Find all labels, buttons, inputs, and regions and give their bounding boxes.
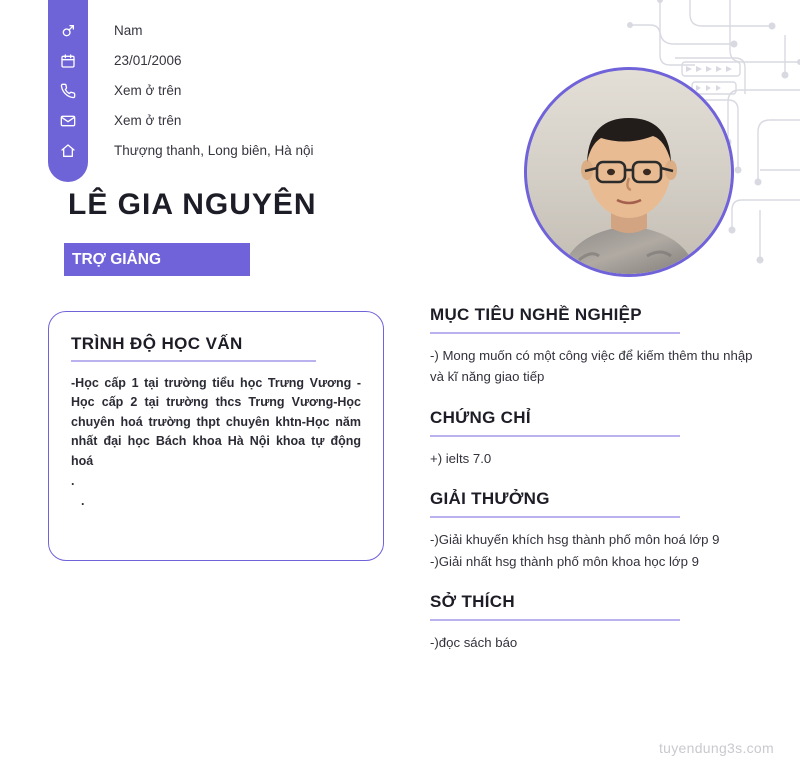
contact-address-text: Thượng thanh, Long biên, Hà nội [114,142,314,158]
education-heading: TRÌNH ĐỘ HỌC VẤN [71,334,243,353]
avatar [524,67,734,277]
awards-rule [430,516,680,518]
contact-phone-text: Xem ở trên [114,82,182,98]
section-career-objective [430,305,760,388]
contact-email-text: Xem ở trên [114,112,182,128]
career-objective-heading: MỤC TIÊU NGHỀ NGHIỆP [430,305,642,324]
awards-line-1: -)Giải khuyến khích hsg thành phố môn hoá lớp 9 [430,532,720,548]
avatar-image [527,70,731,274]
contact-row-gender [48,16,478,46]
contact-row-birthday [48,46,478,76]
contact-birthday-text: 23/01/2006 [114,52,182,68]
calendar-icon [48,53,88,69]
awards-heading: GIẢI THƯỞNG [430,489,550,509]
page-title: LÊ GIA NGUYÊN [68,188,317,221]
education-extra-line-2: . [81,493,85,508]
certificates-rule [430,435,680,437]
contact-row-address [48,136,478,166]
awards-line-2: -)Giải nhất hsg thành phố môn khoa học lớp 9 [430,553,699,569]
section-certificates [430,408,760,469]
email-icon [48,113,88,129]
contact-row-email [48,106,478,136]
hobbies-line-1: -)đọc sách báo [430,634,518,650]
contact-row-phone [48,76,478,106]
education-body: -Học cấp 1 tại trường tiểu học Trưng Vương -Học cấp 2 tại trường thcs Trưng Vương-Học chuyên hoá trường thpt chuyên khtn-Học năm nhất đại học Bách khoa Hà Nội khoa tự động hoá [71,376,361,468]
education-card [48,311,384,561]
education-extra-line-1: . [71,473,75,488]
certificates-heading: CHỨNG CHỈ [430,407,531,427]
certificates-line-1: +) ielts 7.0 [430,450,492,466]
home-icon [48,143,88,159]
watermark: tuyendung3s.com [658,740,774,756]
section-awards [430,489,760,572]
contact-gender-text: Nam [114,22,143,38]
hobbies-rule [430,619,680,621]
phone-icon [48,83,88,99]
gender-icon [48,23,88,39]
right-column [430,305,760,673]
hobbies-heading: SỞ THÍCH [430,591,515,611]
career-objective-rule [430,332,680,334]
education-rule [71,360,316,362]
career-objective-line-1: -) Mong muốn có một công việc để kiếm thêm thu nhập và kĩ năng giao tiếp [430,348,753,385]
job-title-badge: TRỢ GIẢNG [64,243,250,276]
section-hobbies [430,592,760,653]
contact-info-list [48,16,478,166]
